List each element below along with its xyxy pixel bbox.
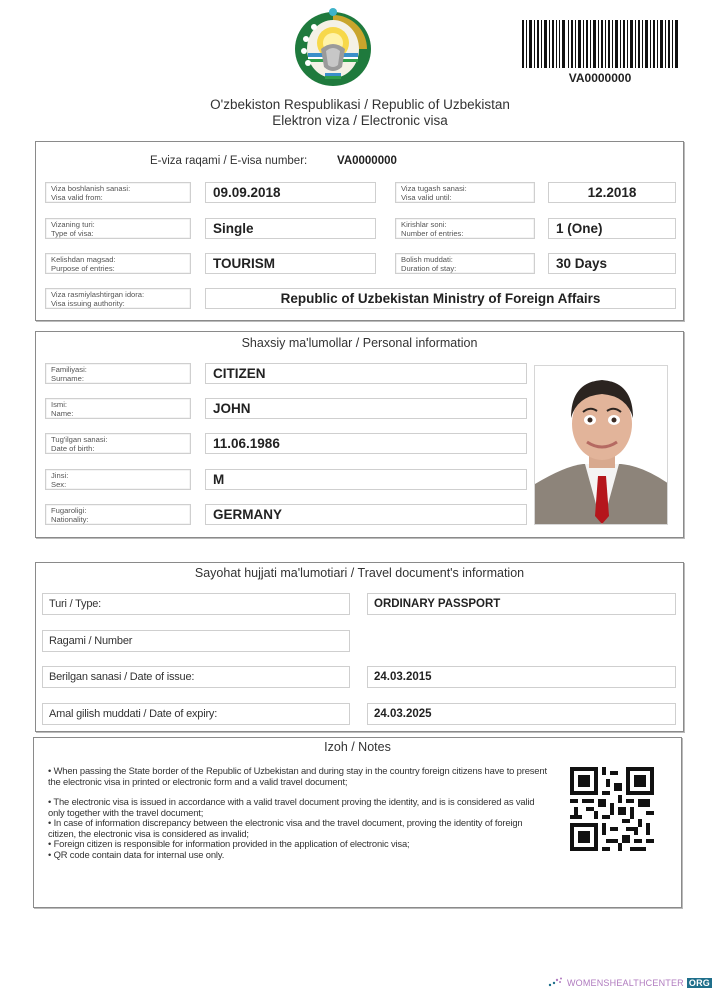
issue-date-label: Berilgan sanasi / Date of issue:	[42, 666, 350, 688]
dob-value: 11.06.1986	[205, 433, 527, 454]
valid-from-label-en: Visa valid from:	[51, 193, 103, 202]
valid-until-value: 12.2018	[548, 182, 676, 203]
nationality-label	[45, 504, 191, 525]
expiry-date-value: 24.03.2025	[367, 703, 676, 725]
surname-label-uz: Familiyasi:	[51, 365, 87, 374]
name-value: JOHN	[205, 398, 527, 419]
notes-list	[48, 766, 548, 860]
note-item: • When passing the State border of the Republic of Uzbekistan and during stay in the country foreign citizens have to present the electronic visa in printed or electronic form and a valid travel document;	[48, 765, 547, 787]
valid-from-label	[45, 182, 191, 203]
duration-label-en: Duration of stay:	[401, 264, 457, 273]
purpose-label-en: Purpose of entries:	[51, 264, 115, 273]
valid-from-label-uz: Viza boshlanish sanasi:	[51, 184, 131, 193]
surname-label-en: Surname:	[51, 374, 84, 383]
dob-label	[45, 433, 191, 454]
watermark	[548, 977, 712, 989]
watermark-org: ORG	[688, 978, 710, 988]
sex-label-uz: Jinsi:	[51, 471, 69, 480]
visa-number-value: VA0000000	[337, 155, 397, 167]
document-type-label: Turi / Type:	[42, 593, 350, 615]
country-title: O'zbekiston Respublikasi / Republic of Uzbekistan	[210, 97, 510, 112]
document-type-value: ORDINARY PASSPORT	[367, 593, 676, 615]
name-label	[45, 398, 191, 419]
authority-label-en: Visa issuing authority:	[51, 299, 125, 308]
purpose-label	[45, 253, 191, 274]
nationality-value: GERMANY	[205, 504, 527, 525]
purpose-label-uz: Kelishdan magsad:	[51, 255, 116, 264]
note-item: • Foreign citizen is responsible for information provided in the application of electronic visa;	[48, 838, 410, 849]
name-label-uz: Ismi:	[51, 400, 68, 409]
document-title: Elektron viza / Electronic visa	[272, 113, 448, 128]
valid-from-value: 09.09.2018	[205, 182, 376, 203]
visa-type-label	[45, 218, 191, 239]
watermark-dots-icon	[548, 977, 564, 989]
nationality-label-uz: Fugaroligi:	[51, 506, 87, 515]
note-item: • In case of information discrepancy between the electronic visa and the travel document, proving the identity of foreign citizen, the electronic visa is considered as invalid;	[48, 817, 523, 839]
authority-value: Republic of Uzbekistan Ministry of Foreign Affairs	[205, 288, 676, 309]
expiry-date-label: Amal gilish muddati / Date of expiry:	[42, 703, 350, 725]
sex-label	[45, 469, 191, 490]
valid-until-label	[395, 182, 535, 203]
state-emblem	[292, 5, 374, 87]
visa-type-label-uz: Vizaning turi:	[51, 220, 95, 229]
surname-label	[45, 363, 191, 384]
entries-label	[395, 218, 535, 239]
duration-value: 30 Days	[548, 253, 676, 274]
barcode-number: VA0000000	[568, 71, 632, 85]
notes-title: Izoh / Notes	[324, 740, 391, 754]
name-label-en: Name:	[51, 409, 74, 418]
entries-value: 1 (One)	[548, 218, 676, 239]
sex-label-en: Sex:	[51, 480, 67, 489]
qr-code-icon	[570, 767, 654, 851]
visa-number-label: E-viza raqami / E-visa number:	[150, 155, 308, 167]
authority-label	[45, 288, 191, 309]
note-item: • The electronic visa is issued in accordance with a valid travel document proving the identity, and is is considered as valid only together with the travel document;	[48, 796, 535, 818]
valid-until-label-uz: Viza tugash sanasi:	[401, 184, 467, 193]
holder-photo	[534, 365, 668, 525]
nationality-label-en: Nationality:	[51, 515, 89, 524]
duration-label	[395, 253, 535, 274]
entries-label-uz: Kirishlar soni:	[401, 220, 447, 229]
issue-date-value: 24.03.2015	[367, 666, 676, 688]
sex-value: M	[205, 469, 527, 490]
document-number-label: Ragami / Number	[42, 630, 350, 652]
dob-label-uz: Tug'ilgan sanasi:	[51, 435, 108, 444]
surname-value: CITIZEN	[205, 363, 527, 384]
visa-type-label-en: Type of visa:	[51, 229, 94, 238]
note-item: • QR code contain data for internal use only.	[48, 848, 225, 860]
authority-label-uz: Viza rasmiylashtirgan idora:	[51, 290, 145, 299]
personal-info-title: Shaxsiy ma'lumollar / Personal information	[241, 336, 478, 350]
entries-label-en: Number of entries:	[401, 229, 464, 238]
travel-document-title: Sayohat hujjati ma'lumotiari / Travel document's information	[194, 566, 525, 580]
barcode	[522, 20, 678, 68]
visa-type-value: Single	[205, 218, 376, 239]
purpose-value: TOURISM	[205, 253, 376, 274]
watermark-text: WOMENSHEALTHCENTER	[566, 978, 684, 988]
dob-label-en: Date of birth:	[51, 444, 95, 453]
duration-label-uz: Bolish muddati:	[401, 255, 453, 264]
valid-until-label-en: Visa valid until:	[401, 193, 452, 202]
